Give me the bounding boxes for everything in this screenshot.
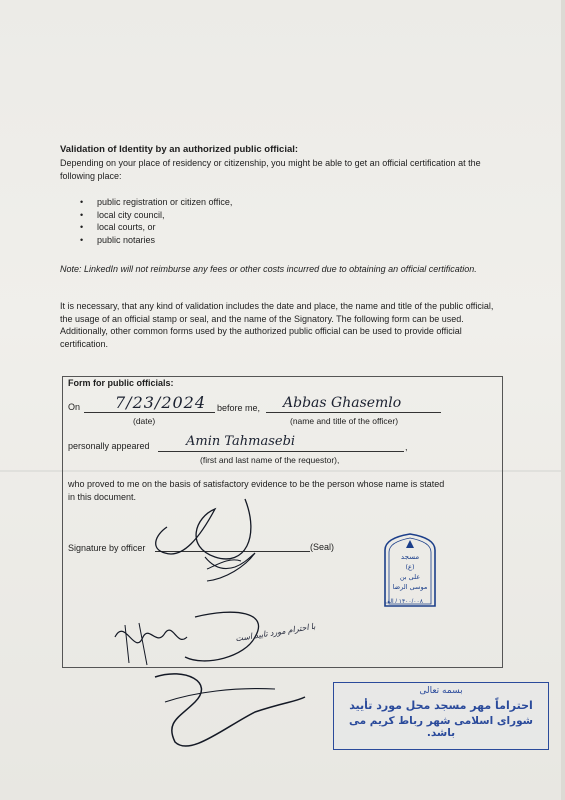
requestor-handwritten: Amin Tahmasebi <box>186 434 296 449</box>
seal-caption: ۱۴۰۰/۰۰۸ / الف <box>384 599 423 605</box>
seal-line1: مسجد <box>400 553 420 561</box>
date-handwritten: 7/23/2024 <box>115 393 207 412</box>
seal-line4: موسی الرضا <box>392 583 428 591</box>
places-list <box>80 196 232 246</box>
requestor-line <box>158 451 404 452</box>
stamp-line3: شورای اسلامی شهر رباط کریم می باشد. <box>348 715 534 739</box>
proof-text: who proved to me on the basis of satisfactory evidence to be the person whose name is stated in this document. <box>68 479 445 502</box>
intro-paragraph: Depending on your place of residency or citizenship, you might be able to get an official certification at the following place: <box>60 158 481 181</box>
list-item: • local city council, <box>80 209 232 222</box>
officer-line <box>266 412 441 413</box>
date-caption: (date) <box>133 416 156 426</box>
stamp-line2: احتراماً مهر مسجد محل مورد تأیید <box>349 699 533 712</box>
seal-line3: علی بن <box>399 573 421 581</box>
list-item: • public registration or citizen office, <box>80 196 232 209</box>
requestor-caption: (first and last name of the requestor), <box>200 455 340 465</box>
signature-label: Signature by officer <box>68 543 146 553</box>
trailing-comma: , <box>405 442 408 452</box>
document-heading: Validation of Identity by an authorized public official: <box>60 144 299 155</box>
personally-appeared-label: personally appeared <box>68 441 150 451</box>
handwritten-approval-note: با احترام مورد تایید است <box>234 621 317 644</box>
date-line <box>84 412 215 413</box>
stamp-line1: بسمه تعالی <box>419 686 463 696</box>
before-me-label: before me, <box>217 403 261 413</box>
form-title: Form for public officials: <box>68 378 174 388</box>
linkedin-note: Note: LinkedIn will not reimburse any fees or other costs incurred due to obtaining an official certification. <box>60 264 477 274</box>
seal-label: (Seal) <box>310 542 335 552</box>
persian-approval-stamp <box>333 682 549 750</box>
page-edge <box>561 0 565 800</box>
list-item: • public notaries <box>80 234 232 247</box>
on-label: On <box>68 402 81 412</box>
seal-line2: (ع) <box>405 563 415 571</box>
list-item: • local courts, or <box>80 221 232 234</box>
officer-handwritten: Abbas Ghasemlo <box>283 395 402 411</box>
validation-paragraph: It is necessary, that any kind of validation includes the date and place, the name and title of the public official, the usage of an official stamp or seal, and the name of the Signatory. The following form can be used. Additionally, other common forms used by the authorized public official can be used to provide official certification. <box>60 301 494 349</box>
officer-caption: (name and title of the officer) <box>290 416 399 426</box>
